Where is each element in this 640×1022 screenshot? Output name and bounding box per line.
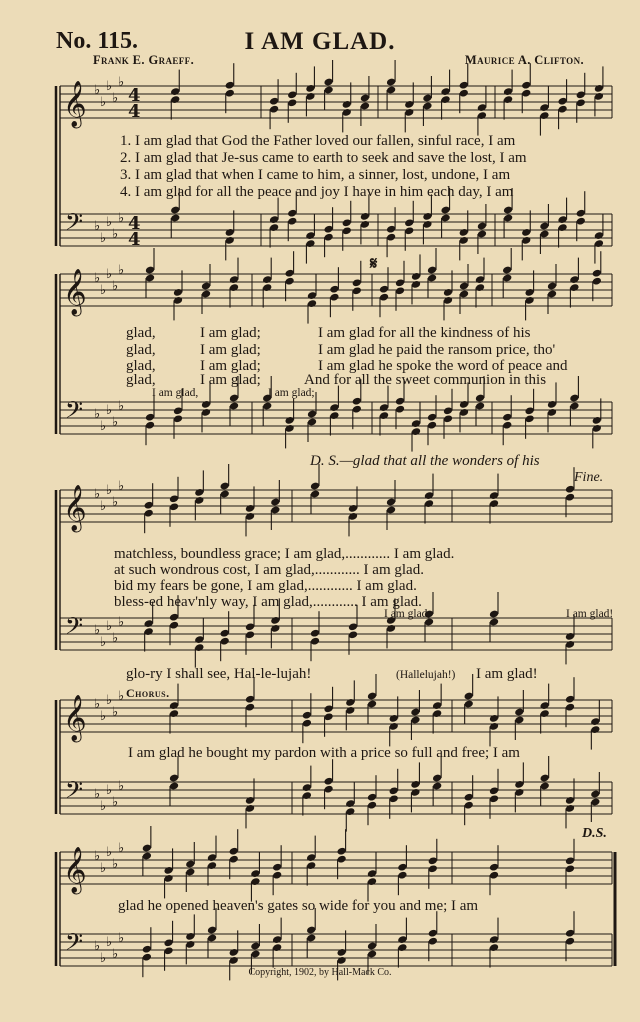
treble-staff	[60, 490, 612, 522]
flat-sign: ♭	[118, 615, 125, 630]
flat-sign: ♭	[94, 407, 101, 422]
verse-line-3: 3. I am glad that when I came to him, a sinner, lost, undone, I am	[120, 167, 511, 183]
hymn-number: No. 115.	[56, 28, 139, 54]
flat-sign: ♭	[112, 415, 119, 430]
verse2-line-4-c: And for all the sweet communion in this	[304, 372, 547, 388]
verse3-line-3: bid my fears be gone, I am glad,............ I am glad.	[114, 578, 417, 594]
fine-marking: Fine.	[574, 470, 604, 485]
flat-sign: ♭	[118, 689, 125, 704]
segno-sign: 𝄋	[370, 254, 378, 273]
bass-staff	[60, 782, 612, 814]
flat-sign: ♭	[100, 861, 107, 876]
flat-sign: ♭	[106, 215, 113, 230]
bass-clef: 𝄢	[65, 396, 84, 429]
chorus-label: Chorus.	[126, 686, 170, 700]
verse2-line-1-c: I am glad for all the kindness of his	[318, 325, 531, 341]
verse-line-2: 2. I am glad that Je-sus came to earth to seek and save the lost, I am	[120, 150, 527, 166]
flat-sign: ♭	[118, 211, 125, 226]
flat-sign: ♭	[106, 935, 113, 950]
treble-clef: 𝄞	[63, 81, 87, 127]
flat-sign: ♭	[100, 95, 107, 110]
flat-sign: ♭	[106, 483, 113, 498]
ds-glory-line: glo-ry I shall see, Hal-le-lujah!	[126, 666, 312, 682]
chorus-lyric-line-2: glad he opened heaven's gates so wide for you and me; I am	[118, 898, 479, 914]
flat-sign: ♭	[94, 939, 101, 954]
verse3-line-2: at such wondrous cost, I am glad,............ I am glad.	[114, 562, 424, 578]
flat-sign: ♭	[100, 799, 107, 814]
echo-i-am-glad-1: I am glad,	[152, 387, 199, 399]
flat-sign: ♭	[100, 283, 107, 298]
flat-sign: ♭	[118, 779, 125, 794]
verse2-line-4-b: I am glad;	[200, 372, 261, 388]
flat-sign: ♭	[106, 267, 113, 282]
time-signature: 4	[128, 101, 141, 122]
flat-sign: ♭	[118, 263, 125, 278]
flat-sign: ♭	[106, 619, 113, 634]
flat-sign: ♭	[94, 623, 101, 638]
flat-sign: ♭	[94, 787, 101, 802]
verse3-line-4: bless-ed heav'nly way, I am glad,............ I am glad.	[114, 594, 422, 610]
flat-sign: ♭	[94, 697, 101, 712]
flat-sign: ♭	[94, 487, 101, 502]
flat-sign: ♭	[106, 783, 113, 798]
flat-sign: ♭	[118, 75, 125, 90]
echo-i-am-glad-2: I am glad;	[268, 387, 315, 399]
flat-sign: ♭	[100, 499, 107, 514]
flat-sign: ♭	[112, 947, 119, 962]
treble-clef: 𝄞	[63, 269, 87, 315]
copyright-notice: Copyright, 1902, by Hall-Mack Co.	[248, 967, 392, 978]
flat-sign: ♭	[94, 849, 101, 864]
verse2-line-3-b: I am glad;	[200, 358, 261, 374]
lyricist-credit: Frank E. Graeff.	[93, 53, 195, 67]
flat-sign: ♭	[112, 227, 119, 242]
flat-sign: ♭	[100, 951, 107, 966]
bass-staff	[60, 618, 612, 650]
flat-sign: ♭	[106, 845, 113, 860]
bass-clef: 𝄢	[65, 612, 84, 645]
verse3-line-1: matchless, boundless grace; I am glad,............ I am glad.	[114, 546, 455, 562]
flat-sign: ♭	[100, 709, 107, 724]
flat-sign: ♭	[118, 931, 125, 946]
flat-sign: ♭	[112, 705, 119, 720]
flat-sign: ♭	[100, 231, 107, 246]
flat-sign: ♭	[118, 479, 125, 494]
verse-line-4: 4. I am glad for all the peace and joy I have in him each day, I am	[120, 184, 514, 200]
flat-sign: ♭	[106, 403, 113, 418]
flat-sign: ♭	[106, 693, 113, 708]
bass-clef: 𝄢	[65, 776, 84, 809]
chorus-lyric-line-1: I am glad he bought my pardon with a price so full and free; I am	[128, 745, 520, 761]
time-signature: 4	[128, 85, 141, 106]
flat-sign: ♭	[94, 271, 101, 286]
hymn-title: I AM GLAD.	[244, 28, 396, 55]
flat-sign: ♭	[112, 91, 119, 106]
verse2-line-4-a: glad,	[126, 372, 156, 388]
time-signature: 4	[128, 229, 141, 250]
treble-clef: 𝄞	[63, 695, 87, 741]
time-signature: 4	[128, 213, 141, 234]
treble-clef: 𝄞	[63, 485, 87, 531]
flat-sign: ♭	[118, 399, 125, 414]
verse2-line-3-c: I am glad he spoke the word of peace and	[318, 358, 568, 374]
flat-sign: ♭	[112, 279, 119, 294]
flat-sign: ♭	[106, 79, 113, 94]
verse2-line-2-a: glad,	[126, 342, 156, 358]
treble-staff	[60, 700, 612, 732]
flat-sign: ♭	[94, 83, 101, 98]
ds-lyric-line: D. S.—glad that all the wonders of his	[310, 453, 540, 469]
echo-i-am-glad-3: I am glad,	[384, 608, 431, 620]
treble-clef: 𝄞	[63, 847, 87, 893]
flat-sign: ♭	[112, 631, 119, 646]
flat-sign: ♭	[112, 795, 119, 810]
verse2-line-2-b: I am glad;	[200, 342, 261, 358]
verse2-line-2-c: I am glad he paid the ransom price, tho'	[318, 342, 556, 358]
verse2-line-1-a: glad,	[126, 325, 156, 341]
flat-sign: ♭	[100, 635, 107, 650]
flat-sign: ♭	[112, 857, 119, 872]
ds-hallelujah-echo: (Hallelujah!)	[396, 669, 456, 681]
flat-sign: ♭	[100, 419, 107, 434]
flat-sign: ♭	[94, 219, 101, 234]
composer-credit: Maurice A. Clifton.	[464, 53, 584, 67]
ds-marking: D.S.	[582, 826, 607, 841]
ds-i-am-glad: I am glad!	[476, 666, 538, 682]
flat-sign: ♭	[112, 495, 119, 510]
echo-i-am-glad-4: I am glad!	[566, 608, 614, 620]
verse-line-1: 1. I am glad that God the Father loved our fallen, sinful race, I am	[120, 133, 516, 149]
bass-clef: 𝄢	[65, 928, 84, 961]
verse2-line-3-a: glad,	[126, 358, 156, 374]
bass-clef: 𝄢	[65, 208, 84, 241]
flat-sign: ♭	[118, 841, 125, 856]
verse2-line-1-b: I am glad;	[200, 325, 261, 341]
